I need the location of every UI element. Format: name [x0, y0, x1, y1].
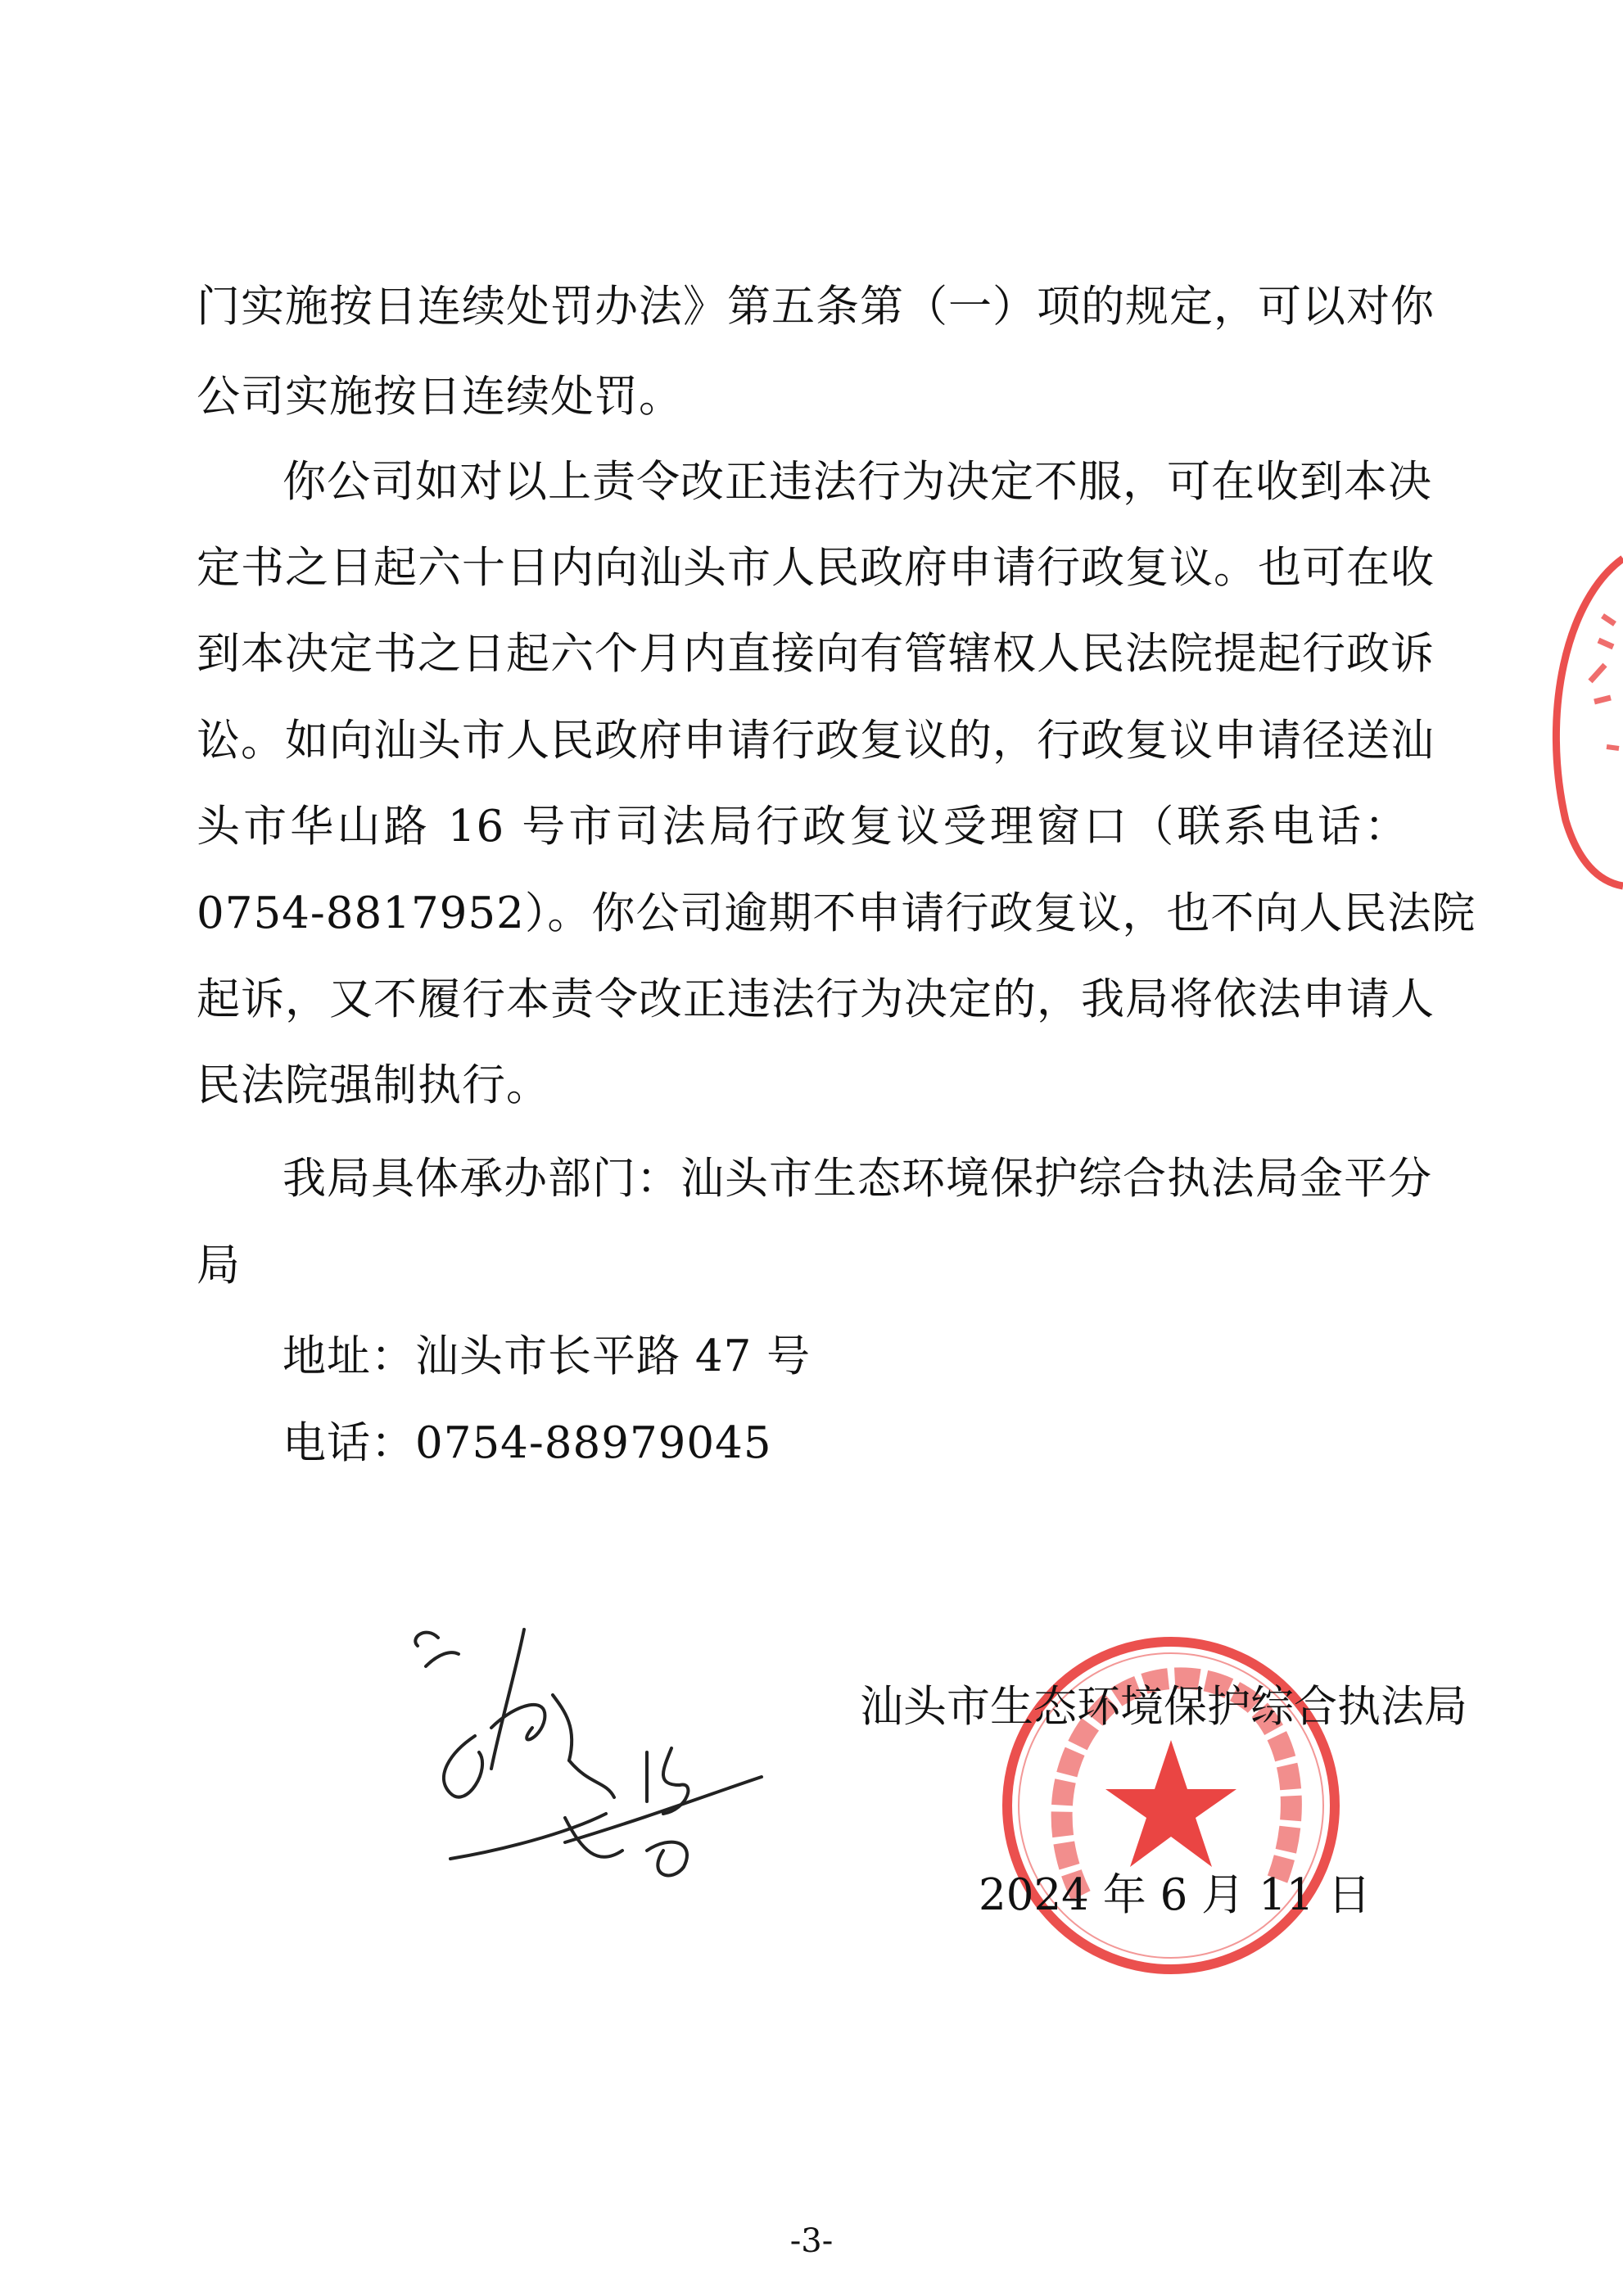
issue-date: 2024 年 6 月 11 日: [979, 1870, 1372, 1920]
seal-fragment: [1533, 550, 1623, 894]
phone-line: 电话：0754-88979045: [283, 1418, 772, 1468]
body-line-6: 讼。如向汕头市人民政府申请行政复议的，行政复议申请径送汕: [197, 716, 1435, 766]
body-line-11: 我局具体承办部门：汕头市生态环境保护综合执法局金平分: [283, 1154, 1432, 1204]
body-line-1: 门实施按日连续处罚办法》第五条第（一）项的规定，可以对你: [197, 282, 1435, 332]
body-line-12: 局: [197, 1241, 241, 1290]
address-line: 地址：汕头市长平路 47 号: [283, 1331, 812, 1381]
body-line-8: 0754-8817952）。你公司逾期不申请行政复议，也不向人民法院: [197, 888, 1476, 938]
body-line-4: 定书之日起六十日内向汕头市人民政府申请行政复议。也可在收: [197, 543, 1435, 593]
body-line-10: 民法院强制执行。: [197, 1060, 550, 1110]
issuer-name: 汕头市生态环境保护综合执法局: [860, 1682, 1467, 1732]
body-line-9: 起诉，又不履行本责令改正违法行为决定的，我局将依法申请人: [197, 974, 1435, 1024]
page-number: -3-: [789, 2222, 834, 2260]
body-line-5: 到本决定书之日起六个月内直接向有管辖权人民法院提起行政诉: [197, 629, 1435, 679]
body-line-3: 你公司如对以上责令改正违法行为决定不服，可在收到本决: [283, 457, 1432, 507]
handwritten-signature: [401, 1605, 778, 1900]
body-line-2: 公司实施按日连续处罚。: [197, 372, 683, 422]
body-line-7: 头市华山路 16 号市司法局行政复议受理窗口（联系电话：: [197, 802, 1408, 852]
